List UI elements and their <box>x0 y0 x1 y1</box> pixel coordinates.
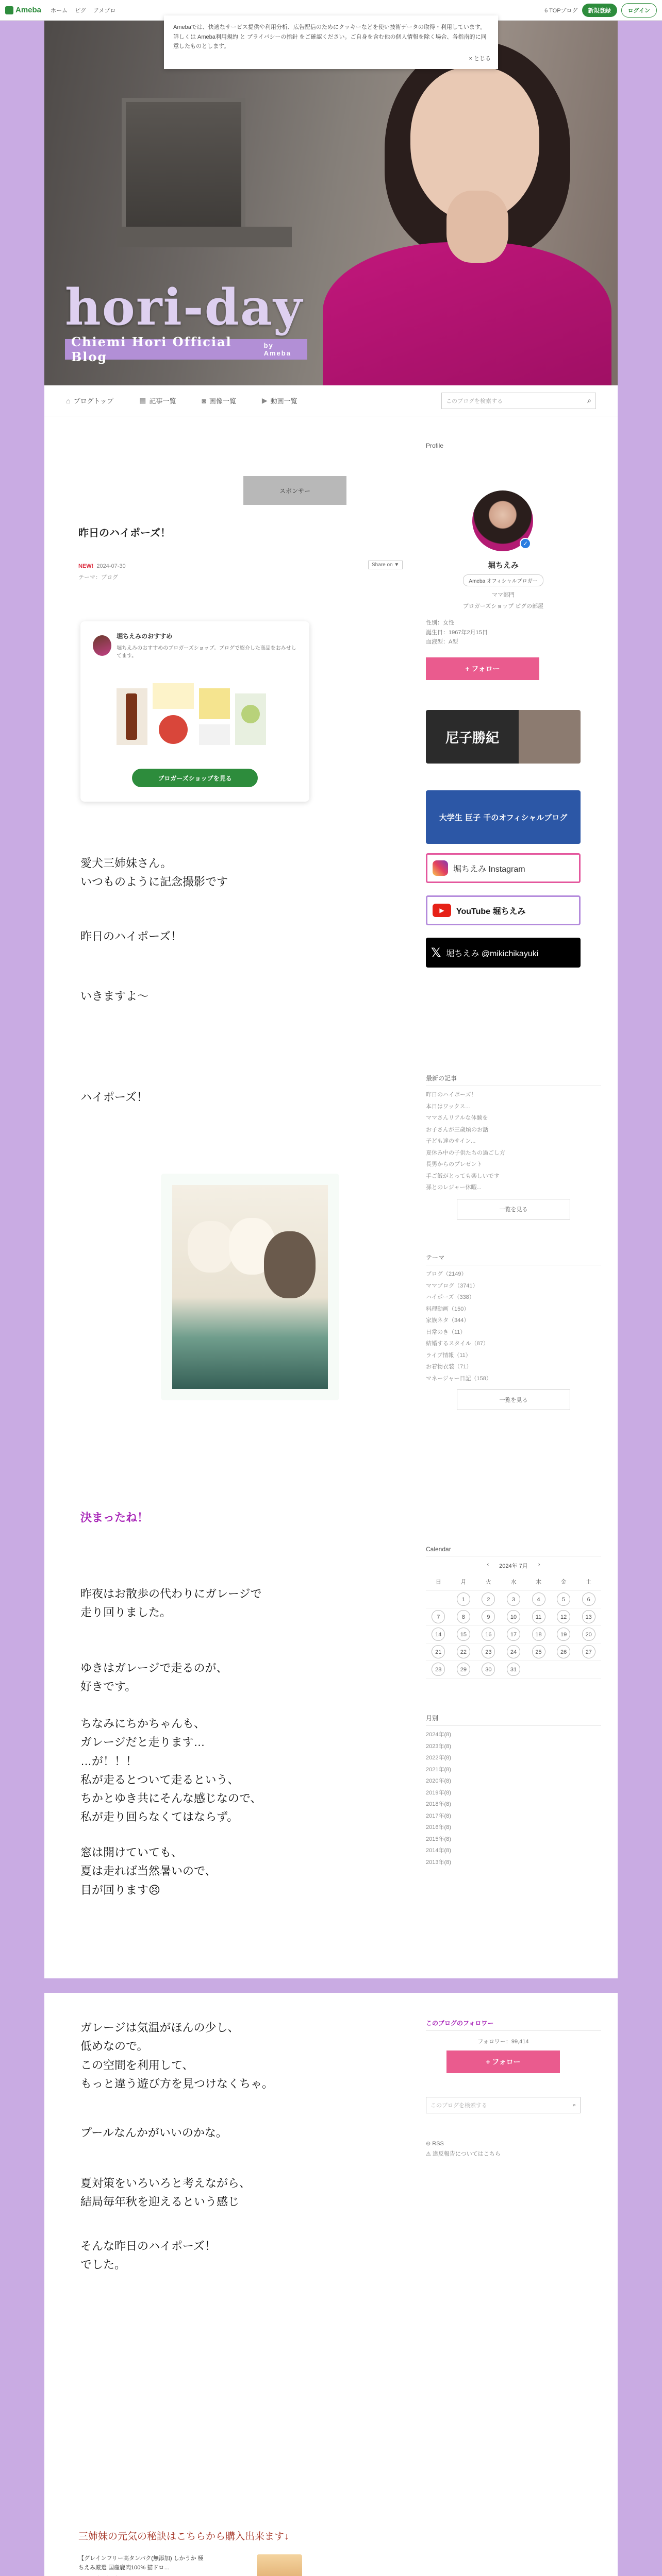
sidebar-banner-book[interactable] <box>426 710 581 764</box>
profile-gender: 性別：女性 <box>426 620 454 626</box>
video-icon: ▶ <box>261 396 268 404</box>
calendar-heading: Calendar <box>426 1546 601 1556</box>
calendar-day-cell <box>426 1590 451 1608</box>
calendar-day[interactable]: 7 <box>432 1610 445 1623</box>
calendar-day-cell <box>501 1608 526 1625</box>
text-line: でした。 <box>80 2258 126 2272</box>
calendar-day-cell <box>501 1643 526 1660</box>
list-item[interactable]: 2017年(8) <box>426 1812 451 1819</box>
profile-name[interactable]: 堀ちえみ <box>487 561 519 570</box>
list-item[interactable]: 2023年(8) <box>426 1743 451 1750</box>
signup-button[interactable]: 新規登録 <box>582 4 617 17</box>
list-item[interactable]: ママさんリアルな体験を <box>426 1115 488 1122</box>
calendar-day[interactable]: 5 <box>557 1592 570 1606</box>
bloggers-shop-button[interactable]: ブロガーズショップを見る <box>132 769 258 787</box>
calendar-day[interactable]: 11 <box>532 1610 545 1623</box>
calendar-day[interactable]: 9 <box>482 1610 495 1623</box>
list-item[interactable]: 2019年(8) <box>426 1789 451 1796</box>
calendar-day[interactable]: 1 <box>457 1592 470 1606</box>
list-item[interactable]: 長男からのプレゼント <box>426 1161 483 1168</box>
instagram-icon <box>433 860 448 876</box>
sidebar-footer-links <box>426 2139 601 2160</box>
calendar-day[interactable]: 3 <box>507 1592 520 1606</box>
text-line: 私が走り回らなくてはならず。 <box>80 1810 239 1824</box>
main-content-panel-2 <box>44 1993 618 2576</box>
sidebar-followers <box>426 2019 601 2160</box>
calendar-day-cell <box>526 1643 551 1660</box>
x-banner-text: 堀ちえみ @mikichikayuki <box>446 949 539 958</box>
youtube-icon: ▶ <box>433 904 451 917</box>
list-item[interactable]: 2015年(8) <box>426 1836 451 1842</box>
calendar-day[interactable]: 13 <box>582 1610 595 1623</box>
list-item[interactable]: 2022年(8) <box>426 1755 451 1761</box>
text-line: 目が回ります😣 <box>80 1883 160 1896</box>
text-line: 好きです。 <box>80 1680 137 1693</box>
calendar-week <box>426 1608 601 1625</box>
nav-video-list-label: 動画一覧 <box>270 397 297 405</box>
product-images[interactable] <box>117 678 271 750</box>
calendar-weekday: 木 <box>526 1573 551 1590</box>
cookie-notice <box>164 15 498 69</box>
report-label: 違反報告についてはこちら <box>432 2150 501 2157</box>
cookie-close-button[interactable]: × とじる <box>469 56 491 62</box>
calendar-day-cell <box>526 1590 551 1608</box>
text-line: 私が走るとついて走るという、 <box>80 1773 239 1786</box>
report-link[interactable] <box>426 2149 601 2160</box>
calendar-day[interactable]: 18 <box>532 1628 545 1641</box>
post-paragraph <box>80 2237 216 2275</box>
calendar-week <box>426 1625 601 1643</box>
x-logo-icon: 𝕏 <box>431 945 441 960</box>
sidebar-search-placeholder: このブログを検索する <box>431 2103 487 2109</box>
calendar-nav <box>426 1562 601 1570</box>
nav-ameblo-link[interactable]: アメブロ <box>93 7 116 14</box>
list-item[interactable]: 2016年(8) <box>426 1824 451 1831</box>
nav-blog-top-label: ブログトップ <box>73 397 114 405</box>
list-item[interactable]: 手ご飯がとっても楽しいです <box>426 1173 500 1179</box>
camera-icon: ◙ <box>202 396 206 405</box>
calendar-weekday: 日 <box>426 1573 451 1590</box>
profile-category[interactable]: ママ部門 <box>492 592 515 598</box>
followers-heading: このブログのフォロワー <box>426 2019 601 2031</box>
login-button[interactable]: ログイン <box>621 3 657 18</box>
warning-icon: ⚠ <box>426 2150 433 2157</box>
theme-heading: テーマ <box>426 1253 601 1265</box>
post-paragraph <box>80 1585 262 1622</box>
list-item[interactable]: 結婚するスタイル（87） <box>426 1341 489 1347</box>
header-bg-rail <box>117 227 292 247</box>
search-icon[interactable]: ⌕ <box>587 396 591 404</box>
nav-entry-list-label: 記事一覧 <box>149 397 176 405</box>
calendar-day-cell <box>576 1608 601 1625</box>
theme-list <box>426 1268 601 1384</box>
post-paragraph <box>80 987 148 1006</box>
blog-title[interactable]: hori-day <box>65 278 303 336</box>
follow-button-2[interactable]: + フォロー <box>446 2050 560 2073</box>
rss-link[interactable] <box>426 2139 601 2149</box>
banner-book-title: 尼子勝紀 <box>426 710 519 764</box>
list-item[interactable]: 昨日のハイポーズ！ <box>426 1092 477 1098</box>
blog-subtitle-text: Chiemi Hori Official Blog <box>71 334 232 364</box>
post-title[interactable]: 昨日のハイポーズ！ <box>78 528 171 539</box>
post-theme-link[interactable]: テーマ：ブログ <box>78 574 118 581</box>
avatar <box>93 635 111 656</box>
highlight-text: 決まったね！ <box>80 1511 149 1524</box>
list-item[interactable]: 日常のき（11） <box>426 1329 466 1335</box>
theme-more-button[interactable]: 一覧を見る <box>457 1389 570 1410</box>
calendar-day-cell <box>451 1625 476 1643</box>
calendar-day-cell <box>551 1625 576 1643</box>
calendar-day[interactable]: 14 <box>432 1628 445 1641</box>
youtube-banner-text: YouTube 堀ちえみ <box>456 907 526 916</box>
text-line: そんな昨日のハイポーズ！ <box>80 2240 216 2252</box>
rss-label: RSS <box>432 2141 444 2147</box>
bloggers-shop-card <box>80 621 309 802</box>
text-line: 昨夜はお散歩の代わりにガレージで <box>80 1587 262 1600</box>
calendar-day[interactable]: 6 <box>582 1592 595 1606</box>
calendar-day-cell <box>526 1608 551 1625</box>
text-line: いきますよ〜 <box>80 990 149 1003</box>
sidebar-themes <box>426 1253 601 1410</box>
calendar-day-cell <box>451 1660 476 1678</box>
list-item[interactable]: ブログ（2149） <box>426 1271 467 1277</box>
shop-product-image <box>257 2554 302 2576</box>
list-item[interactable]: お子さんが三歳頃のお話 <box>426 1126 488 1133</box>
sidebar-banner-instagram[interactable] <box>426 853 581 883</box>
sponsored-ad[interactable]: スポンサー <box>243 476 346 505</box>
calendar-day[interactable]: 22 <box>457 1645 470 1658</box>
list-item[interactable]: ママブログ（3741） <box>426 1282 478 1289</box>
calendar-day[interactable]: 16 <box>482 1628 495 1641</box>
list-item[interactable]: 家族ネタ（344） <box>426 1317 470 1324</box>
header-bg-window <box>122 98 245 232</box>
blog-search-placeholder: このブログを検索する <box>446 398 503 404</box>
text-line: ゆきはガレージで走るのが、 <box>80 1662 228 1674</box>
blog-by-ameba: by Ameba <box>263 342 291 357</box>
calendar-day-cell <box>426 1660 451 1678</box>
post-paragraph <box>80 927 182 946</box>
text-line: ガレージは気温がほんの少し、 <box>80 2021 239 2034</box>
post-paragraph <box>80 2019 273 2093</box>
profile-birthday: 誕生日：1967年2月15日 <box>426 629 488 636</box>
calendar-day[interactable]: 2 <box>482 1592 495 1606</box>
calendar-day[interactable]: 30 <box>482 1663 495 1676</box>
text-line: 昨日のハイポーズ！ <box>80 930 182 943</box>
calendar-day[interactable]: 8 <box>457 1610 470 1623</box>
post-paragraph <box>80 1843 217 1900</box>
share-button[interactable]: Share on ▼ <box>368 561 403 569</box>
text-line: もっと違う遊び方を見つけなくちゃ。 <box>80 2077 274 2090</box>
list-item[interactable]: 2021年(8) <box>426 1766 451 1773</box>
list-item[interactable]: 2014年(8) <box>426 1848 451 1854</box>
sidebar-recent <box>426 1074 601 1219</box>
calendar-day-cell <box>476 1625 501 1643</box>
sidebar-profile <box>426 442 601 673</box>
text-line: ちかとゆき共にそんな感じなので、 <box>80 1792 262 1805</box>
calendar-table <box>426 1573 601 1679</box>
calendar-day-cell <box>426 1643 451 1660</box>
list-item[interactable]: 本日はワックス... <box>426 1103 470 1110</box>
shop-product-card[interactable] <box>78 2554 321 2576</box>
home-icon: ⌂ <box>66 396 71 405</box>
calendar-day-cell <box>476 1660 501 1678</box>
calendar-day-cell <box>426 1625 451 1643</box>
post-paragraph <box>80 1088 148 1107</box>
search-icon[interactable]: ⌕ <box>572 2102 576 2108</box>
sidebar-banner-x[interactable] <box>426 938 581 968</box>
calendar-day-cell <box>476 1608 501 1625</box>
calendar-day-cell <box>551 1643 576 1660</box>
calendar-week <box>426 1660 601 1678</box>
list-item[interactable]: 2024年(8) <box>426 1732 451 1738</box>
blog-header-image <box>44 21 618 385</box>
nav-video-list[interactable] <box>262 396 297 405</box>
recent-list <box>426 1089 601 1194</box>
text-line: 夏は走れば当然暑いので、 <box>80 1865 217 1878</box>
calendar-weekday: 月 <box>451 1573 476 1590</box>
calendar-day[interactable]: 19 <box>557 1628 570 1641</box>
list-item[interactable]: 料理動画（150） <box>426 1306 470 1312</box>
post-paragraph <box>80 1659 228 1697</box>
calendar-day-cell <box>426 1608 451 1625</box>
cookie-text: Amebaでは、快適なサービス提供や利用分析、広告配信のためにクッキーなどを使い技術データの取得・利用しています。詳しくは Ameba利用規約 と プライバシーの指針 をご確認ください。ご自身を含む他の個人情報を除く場合、各指南的に同意したものとします。 <box>173 24 487 50</box>
sidebar-banner-youtube[interactable] <box>426 895 581 925</box>
chevron-left-icon[interactable]: ‹ <box>487 1562 489 1568</box>
calendar-day-cell <box>551 1608 576 1625</box>
banner-book-photo <box>519 710 581 764</box>
nav-image-list[interactable] <box>202 396 236 405</box>
main-content-panel <box>44 416 618 1978</box>
text-line: 夏対策をいろいろと考えながら、 <box>80 2177 251 2190</box>
list-item[interactable]: お着物衣装（71） <box>426 1364 472 1370</box>
new-badge: NEW! <box>78 563 94 569</box>
calendar-day[interactable]: 4 <box>532 1592 545 1606</box>
calendar-day[interactable]: 20 <box>582 1628 595 1641</box>
text-line: いつものように記念撮影です <box>80 875 228 889</box>
top-blogs-link[interactable]: 6 TOPブログ <box>544 7 578 14</box>
text-line: この空間を利用して、 <box>80 2058 194 2072</box>
nav-entry-list[interactable] <box>139 396 176 405</box>
calendar-day[interactable]: 28 <box>432 1663 445 1676</box>
calendar-day-cell <box>451 1643 476 1660</box>
calendar-day[interactable]: 29 <box>457 1663 470 1676</box>
post-meta <box>78 561 126 583</box>
sidebar-calendar <box>426 1546 601 1679</box>
calendar-day[interactable]: 23 <box>482 1645 495 1658</box>
text-line: 走り回りました。 <box>80 1606 172 1619</box>
profile-blood: 血液型：A型 <box>426 639 458 646</box>
sidebar-monthly <box>426 1714 601 1869</box>
calendar-week <box>426 1590 601 1608</box>
calendar-day-cell <box>551 1660 576 1678</box>
calendar-day-cell <box>526 1625 551 1643</box>
text-line: 結局毎年秋を迎えるという感じ <box>80 2195 240 2209</box>
post-paragraph <box>80 2124 227 2142</box>
calendar-day-cell <box>576 1643 601 1660</box>
text-line: プールなんかがいいのかな。 <box>80 2126 227 2139</box>
calendar-day[interactable]: 10 <box>507 1610 520 1623</box>
dog-white-1 <box>188 1221 234 1273</box>
follow-button[interactable]: + フォロー <box>426 657 539 680</box>
nav-blog-top[interactable] <box>66 396 113 405</box>
calendar-day-cell <box>526 1660 551 1678</box>
calendar-weekday: 火 <box>476 1573 501 1590</box>
verified-check-icon: ✓ <box>520 538 531 549</box>
document-icon: ▤ <box>139 396 146 404</box>
calendar-week <box>426 1643 601 1660</box>
text-line: …が！！！ <box>80 1754 138 1768</box>
calendar-day[interactable]: 12 <box>557 1610 570 1623</box>
calendar-weekday: 金 <box>551 1573 576 1590</box>
calendar-day-cell <box>451 1590 476 1608</box>
text-line: 窓は開けていても、 <box>80 1846 183 1859</box>
sidebar-banner-student[interactable]: 大学生 巨子 千のオフィシャルブログ <box>426 790 581 844</box>
profile-links[interactable]: ブロガーズショップ ピグの部屋 <box>462 603 544 609</box>
list-item[interactable]: 孫とのレジャー休暇... <box>426 1184 482 1191</box>
blog-nav <box>44 385 618 416</box>
followers-count[interactable]: フォロワー：99,414 <box>477 2039 529 2045</box>
profile-avatar[interactable] <box>472 490 533 551</box>
list-item[interactable]: 2020年(8) <box>426 1778 451 1785</box>
dog-brown <box>264 1231 316 1298</box>
calendar-day-cell <box>476 1590 501 1608</box>
post-paragraph <box>80 2174 251 2212</box>
list-item[interactable]: 子ども達のサイン... <box>426 1138 476 1145</box>
calendar-day[interactable]: 24 <box>507 1645 520 1658</box>
nav-image-list-label: 画像一覧 <box>209 397 236 405</box>
recent-more-button[interactable]: 一覧を見る <box>457 1199 570 1219</box>
text-line: 愛犬三姉妹さん。 <box>80 857 172 870</box>
ameba-logo-icon <box>5 6 13 14</box>
global-nav <box>51 6 115 14</box>
sidebar-search-input[interactable] <box>426 2097 581 2113</box>
calendar-day-cell <box>576 1590 601 1608</box>
dogs-photo[interactable] <box>161 1174 339 1400</box>
post-date: 2024-07-30 <box>96 563 126 569</box>
calendar-weekday: 土 <box>576 1573 601 1590</box>
dogs-photo-image <box>172 1185 328 1389</box>
post-paragraph <box>80 1715 262 1827</box>
calendar-day-cell <box>576 1660 601 1678</box>
official-badge: Ameba オフィシャルブロガー <box>463 574 543 586</box>
calendar-day-cell <box>476 1643 501 1660</box>
text-line: ガレージだと走ります… <box>80 1736 205 1749</box>
calendar-day-cell <box>501 1660 526 1678</box>
text-line: ちなみにちかちゃんも、 <box>80 1717 206 1730</box>
monthly-list <box>426 1729 601 1869</box>
calendar-day-cell <box>501 1625 526 1643</box>
post-paragraph <box>80 854 228 892</box>
chevron-right-icon[interactable]: › <box>538 1562 540 1568</box>
nav-pigg-link[interactable]: ピグ <box>75 7 87 14</box>
ameba-logo[interactable]: Ameba <box>5 6 41 14</box>
profile-heading: Profile <box>426 442 444 449</box>
promo-description: 堀ちえみのおすすめのブロガーズショップ。ブログで紹介した商品をおみせしてます。 <box>117 646 296 659</box>
calendar-day[interactable]: 26 <box>557 1645 570 1658</box>
blog-subtitle <box>65 334 307 364</box>
calendar-day[interactable]: 27 <box>582 1645 595 1658</box>
text-line: 低めなので。 <box>80 2040 148 2053</box>
list-item[interactable]: 夏休み中の子供たちの過ごし方 <box>426 1149 505 1156</box>
promo-heading: 堀ちえみのおすすめ <box>117 633 173 640</box>
list-item[interactable]: マネージャー日記（158） <box>426 1375 492 1382</box>
calendar-month: 2024年 7月 <box>499 1563 528 1569</box>
header-person-hand <box>446 191 508 263</box>
list-item[interactable]: 2018年(8) <box>426 1801 451 1808</box>
calendar-day[interactable]: 15 <box>457 1628 470 1641</box>
monthly-heading: 月別 <box>426 1714 601 1726</box>
calendar-day[interactable]: 17 <box>507 1628 520 1641</box>
nav-home-link[interactable]: ホーム <box>51 7 68 14</box>
list-item[interactable]: ライブ情報（11） <box>426 1352 471 1359</box>
list-item[interactable]: 2013年(8) <box>426 1859 451 1866</box>
calendar-day[interactable]: 21 <box>432 1645 445 1658</box>
calendar-day[interactable]: 31 <box>507 1663 520 1676</box>
shop-product-title: 【グレインフリー高タンパク(無添加) しかうか 極ちえみ厳選 国産鹿肉100% 猫ドロ… <box>78 2555 204 2571</box>
instagram-banner-text: 堀ちえみ Instagram <box>453 865 525 874</box>
blog-search-input[interactable] <box>441 393 596 409</box>
calendar-day-cell <box>451 1608 476 1625</box>
calendar-day-cell <box>501 1590 526 1608</box>
recent-heading: 最新の記事 <box>426 1074 601 1086</box>
calendar-day[interactable]: 25 <box>532 1645 545 1658</box>
profile-stats <box>426 618 488 647</box>
text-line: ハイポーズ！ <box>80 1091 148 1104</box>
calendar-day-cell <box>576 1625 601 1643</box>
header-person-shirt <box>323 242 611 385</box>
list-item[interactable]: ハイポーズ（338） <box>426 1294 475 1301</box>
shop-heading: 三姉妹の元気の秘訣はこちらから購入出来ます↓ <box>78 2531 289 2542</box>
calendar-weekday: 水 <box>501 1573 526 1590</box>
rss-icon: ⊚ <box>426 2141 433 2147</box>
calendar-day-cell <box>551 1590 576 1608</box>
